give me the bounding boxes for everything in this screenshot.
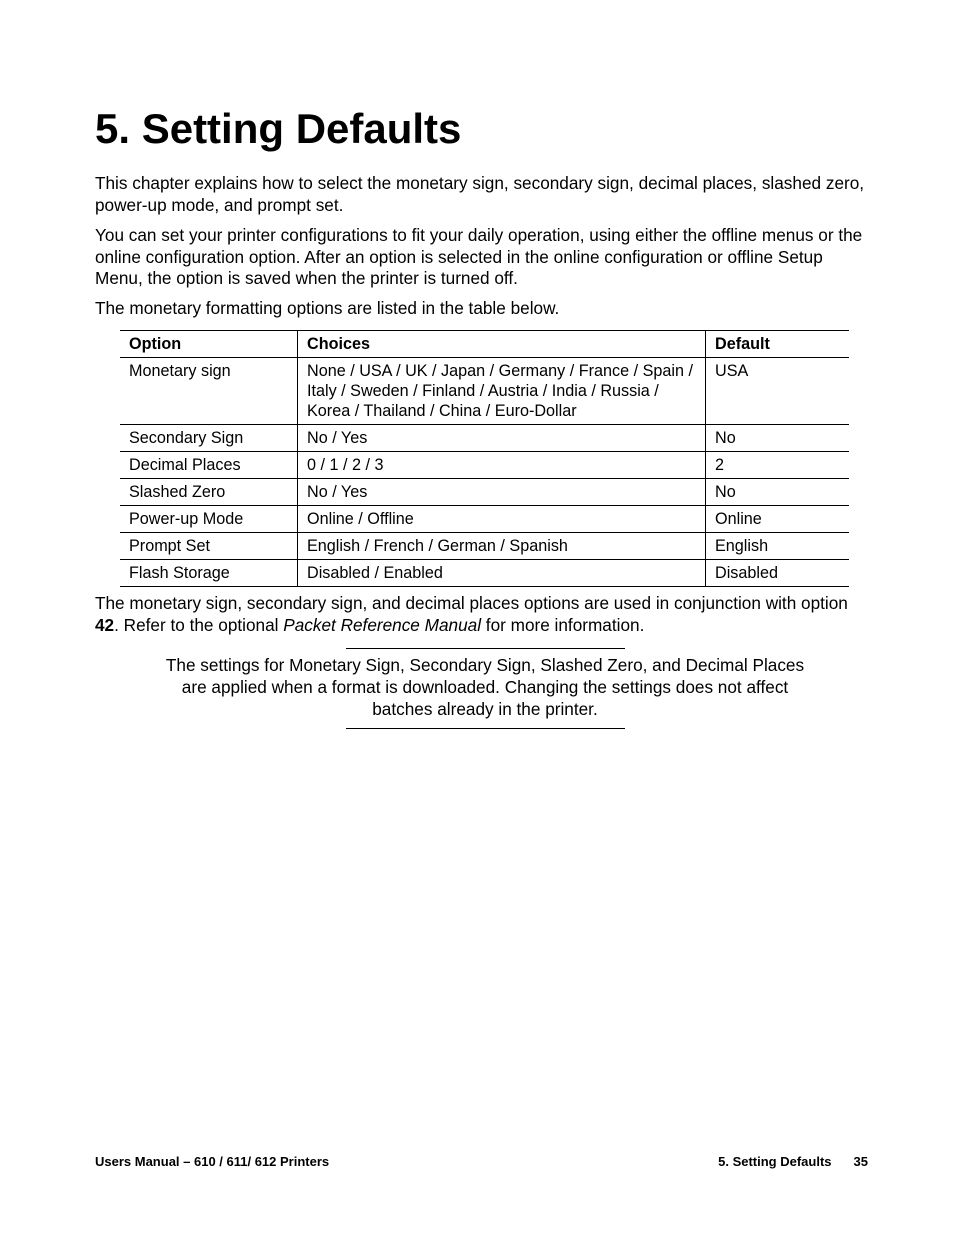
table-row [120,358,849,425]
table-row [120,506,849,533]
default-cell: No [706,479,850,506]
option-cell: Prompt Set [120,533,298,560]
option-cell: Flash Storage [120,560,298,587]
default-cell: No [706,425,850,452]
manual-title: Packet Reference Manual [283,614,482,635]
option-number: 42 [95,614,115,635]
choices-cell: English / French / German / Spanish [298,533,706,560]
footer-manual-title: Users Manual – 610 / 611/ 612 Printers [95,1154,330,1169]
option-cell: Slashed Zero [120,479,298,506]
table-lead-paragraph: The monetary formatting options are listed in the table below. [95,298,560,318]
intro-paragraph: This chapter explains how to select the monetary sign, secondary sign, decimal places, slashed zero, power-up mode, and prompt set. [95,173,865,215]
footer-page-number: 35 [853,1154,868,1169]
default-cell: English [706,533,850,560]
after-table-paragraph [95,593,875,636]
option-cell: Monetary sign [120,358,298,425]
footer-section [718,1154,868,1169]
note-top-rule [346,648,625,649]
default-cell: 2 [706,452,850,479]
choices-cell: 0 / 1 / 2 / 3 [298,452,706,479]
option-cell: Power-up Mode [120,506,298,533]
after-table-text-1: The monetary sign, secondary sign, and decimal places options are used in conjunction with option [95,593,848,613]
monetary-options-table [120,330,849,587]
table-row [120,425,849,452]
default-cell: Disabled [706,560,850,587]
choices-cell: None / USA / UK / Japan / Germany / France / Spain / Italy / Sweden / Finland / Austria / India / Russia / Korea / Thailand / China / Euro-Dollar [298,358,706,425]
table-row [120,452,849,479]
choices-cell: No / Yes [298,425,706,452]
table-row [120,479,849,506]
page-title: 5. Setting Defaults [95,105,462,152]
table-row [120,560,849,587]
choices-cell: No / Yes [298,479,706,506]
option-cell: Decimal Places [120,452,298,479]
column-header-option: Option [120,331,298,358]
note-bottom-rule [346,728,625,729]
default-cell: Online [706,506,850,533]
option-cell: Secondary Sign [120,425,298,452]
choices-cell: Disabled / Enabled [298,560,706,587]
table-header-row [120,331,849,358]
column-header-default: Default [706,331,850,358]
table-row [120,533,849,560]
default-cell: USA [706,358,850,425]
after-table-text-2: . Refer to the optional [114,614,284,635]
note-text: The settings for Monetary Sign, Secondary Sign, Slashed Zero, and Decimal Places are applied when a format is downloaded. Changing the settings does not affect batches already in the printer. [165,655,805,719]
configuration-paragraph: You can set your printer configurations to fit your daily operation, using either the offline menus or the online configuration option. After an option is selected in the online configuration or offline Setup Menu, the option is saved when the printer is turned off. [95,225,863,288]
after-table-text-3: for more information. [481,614,645,635]
footer-section-title: 5. Setting Defaults [718,1154,832,1169]
column-header-choices: Choices [298,331,706,358]
choices-cell: Online / Offline [298,506,706,533]
